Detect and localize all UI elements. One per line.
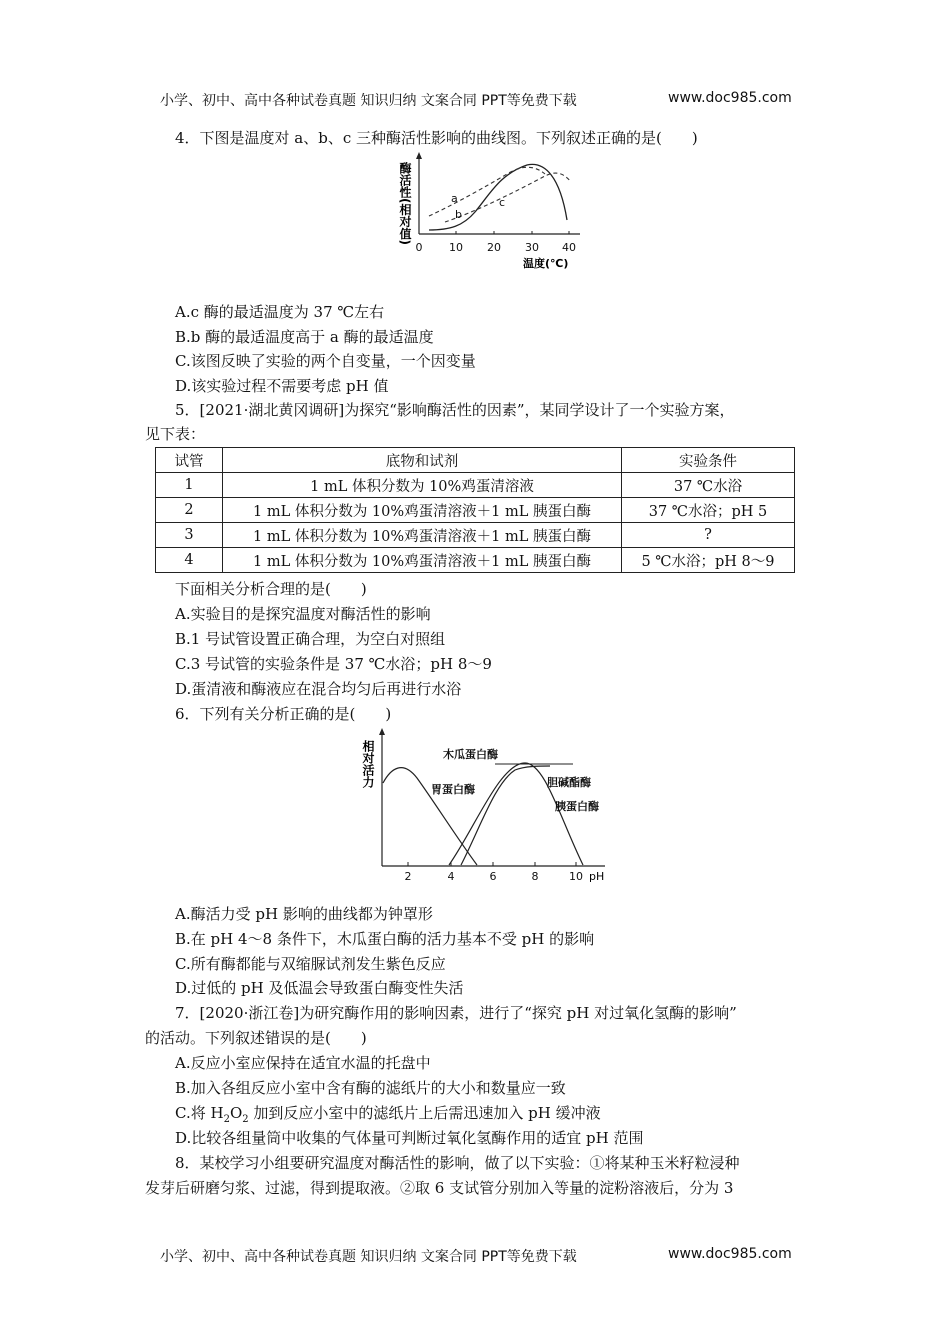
q6-option-b: B.在 pH 4～8 条件下，木瓜蛋白酶的活力基本不受 pH 的影响 bbox=[175, 930, 595, 948]
q6-tick-2: 6 bbox=[489, 870, 497, 883]
q4-curve-c bbox=[445, 173, 571, 222]
q4-tick-3: 30 bbox=[525, 241, 539, 254]
table-cell: 5 ℃水浴；pH 8～9 bbox=[622, 548, 795, 573]
q5-option-c: C.3 号试管的实验条件是 37 ℃水浴；pH 8～9 bbox=[175, 655, 492, 673]
footer-text: 小学、初中、高中各种试卷真题 知识归纳 文案合同 PPT等免费下载 bbox=[160, 1249, 577, 1265]
q4-option-a: A.c 酶的最适温度为 37 ℃左右 bbox=[175, 303, 385, 321]
q6-label-cholinesterase: 胆碱酯酶 bbox=[547, 776, 591, 789]
table-row bbox=[156, 548, 795, 573]
q6-option-c: C.所有酶都能与双缩脲试剂发生紫色反应 bbox=[175, 955, 446, 973]
q5-stem-2: 见下表： bbox=[145, 425, 206, 443]
q5-option-d: D.蛋清液和酶液应在混合均匀后再进行水浴 bbox=[175, 680, 462, 698]
q4-tick-0: 0 bbox=[415, 241, 423, 254]
q5-option-a: A.实验目的是探究温度对酶活性的影响 bbox=[175, 605, 431, 623]
q4-tick-1: 10 bbox=[449, 241, 463, 254]
header-url: www.doc985.com bbox=[668, 90, 792, 106]
q5-prompt: 下面相关分析合理的是( ) bbox=[175, 580, 367, 598]
q4-curve-a bbox=[429, 167, 545, 216]
q7-option-d: D.比较各组量筒中收集的气体量可判断过氧化氢酶作用的适宜 pH 范围 bbox=[175, 1129, 644, 1147]
table-cell: 1 mL 体积分数为 10%鸡蛋清溶液＋1 mL 胰蛋白酶 bbox=[223, 498, 622, 523]
q6-tick-0: 2 bbox=[404, 870, 412, 883]
q6-tick-1: 4 bbox=[447, 870, 455, 883]
q6-option-d: D.过低的 pH 及低温会导致蛋白酶变性失活 bbox=[175, 979, 464, 997]
table-cell: 3 bbox=[156, 523, 223, 548]
q4-label-a: a bbox=[451, 192, 458, 205]
q5-table bbox=[155, 447, 795, 573]
q4-ylabel: 酶活性(相对值) bbox=[398, 162, 412, 245]
table-cell: 1 mL 体积分数为 10%鸡蛋清溶液＋1 mL 胰蛋白酶 bbox=[223, 548, 622, 573]
table-cell: 1 mL 体积分数为 10%鸡蛋清溶液 bbox=[223, 473, 622, 498]
q4-option-d: D.该实验过程不需要考虑 pH 值 bbox=[175, 377, 389, 395]
table-cell: 1 mL 体积分数为 10%鸡蛋清溶液＋1 mL 胰蛋白酶 bbox=[223, 523, 622, 548]
q6-tick-4: 10 bbox=[569, 870, 583, 883]
table-row bbox=[156, 473, 795, 498]
table-cell: 37 ℃水浴；pH 5 bbox=[622, 498, 795, 523]
table-header: 底物和试剂 bbox=[223, 448, 622, 473]
q4-option-c: C.该图反映了实验的两个自变量，一个因变量 bbox=[175, 352, 476, 370]
q7-option-b: B.加入各组反应小室中含有酶的滤纸片的大小和数量应一致 bbox=[175, 1079, 566, 1097]
q4-curve-b bbox=[429, 164, 567, 230]
footer-url: www.doc985.com bbox=[668, 1246, 792, 1262]
q6-label-trypsin: 胰蛋白酶 bbox=[555, 800, 599, 813]
table-cell: 4 bbox=[156, 548, 223, 573]
q4-label-b: b bbox=[455, 208, 462, 221]
q6-xlabel: pH bbox=[589, 870, 605, 883]
q7-stem-1: 7．[2020·浙江卷]为研究酶作用的影响因素，进行了“探究 pH 对过氧化氢酶的影响” bbox=[175, 1004, 737, 1022]
q4-tick-4: 40 bbox=[562, 241, 576, 254]
table-header: 试管 bbox=[156, 448, 223, 473]
q4-tick-2: 20 bbox=[487, 241, 501, 254]
q5-option-b: B.1 号试管设置正确合理，为空白对照组 bbox=[175, 630, 446, 648]
q6-option-a: A.酶活力受 pH 影响的曲线都为钟罩形 bbox=[175, 905, 433, 923]
q6-label-papain: 木瓜蛋白酶 bbox=[443, 748, 498, 761]
table-cell: 2 bbox=[156, 498, 223, 523]
q7-option-a: A.反应小室应保持在适宜水温的托盘中 bbox=[175, 1054, 431, 1072]
q8-line-1: 8．某校学习小组要研究温度对酶活性的影响，做了以下实验：①将某种玉米籽粒浸种 bbox=[175, 1154, 740, 1172]
q6-curve-papain bbox=[461, 766, 550, 865]
table-row bbox=[156, 498, 795, 523]
q5-stem-1: 5．[2021·湖北黄冈调研]为探究“影响酶活性的因素”，某同学设计了一个实验方案， bbox=[175, 401, 735, 419]
q7-option-c: C.将 $H_2O_2$ 加到反应小室中的滤纸片上后需迅速加入 pH 缓冲液 bbox=[175, 1104, 601, 1125]
table-row bbox=[156, 523, 795, 548]
q8-line-2: 发芽后研磨匀浆、过滤，得到提取液。②取 6 支试管分别加入等量的淀粉溶液后，分为 3 bbox=[145, 1179, 734, 1197]
q6-ylabel: 相对活力 bbox=[361, 740, 375, 788]
table-cell: ? bbox=[622, 523, 795, 548]
header-text: 小学、初中、高中各种试卷真题 知识归纳 文案合同 PPT等免费下载 bbox=[160, 93, 577, 109]
table-cell: 1 bbox=[156, 473, 223, 498]
table-header: 实验条件 bbox=[622, 448, 795, 473]
q6-label-pepsin: 胃蛋白酶 bbox=[431, 783, 475, 796]
q7-stem-2: 的活动。下列叙述错误的是( ) bbox=[145, 1029, 367, 1047]
q6-stem: 6．下列有关分析正确的是( ) bbox=[175, 705, 392, 723]
q6-tick-3: 8 bbox=[531, 870, 539, 883]
q4-option-b: B.b 酶的最适温度高于 a 酶的最适温度 bbox=[175, 328, 434, 346]
q4-xlabel: 温度(℃) bbox=[523, 257, 569, 270]
q4-label-c: c bbox=[499, 196, 506, 209]
table-cell: 37 ℃水浴 bbox=[622, 473, 795, 498]
q4-stem: 4．下图是温度对 a、b、c 三种酶活性影响的曲线图。下列叙述正确的是( ) bbox=[175, 129, 698, 147]
q6-chart bbox=[361, 728, 615, 888]
table-header-row bbox=[156, 448, 795, 473]
q4-chart bbox=[395, 152, 595, 272]
